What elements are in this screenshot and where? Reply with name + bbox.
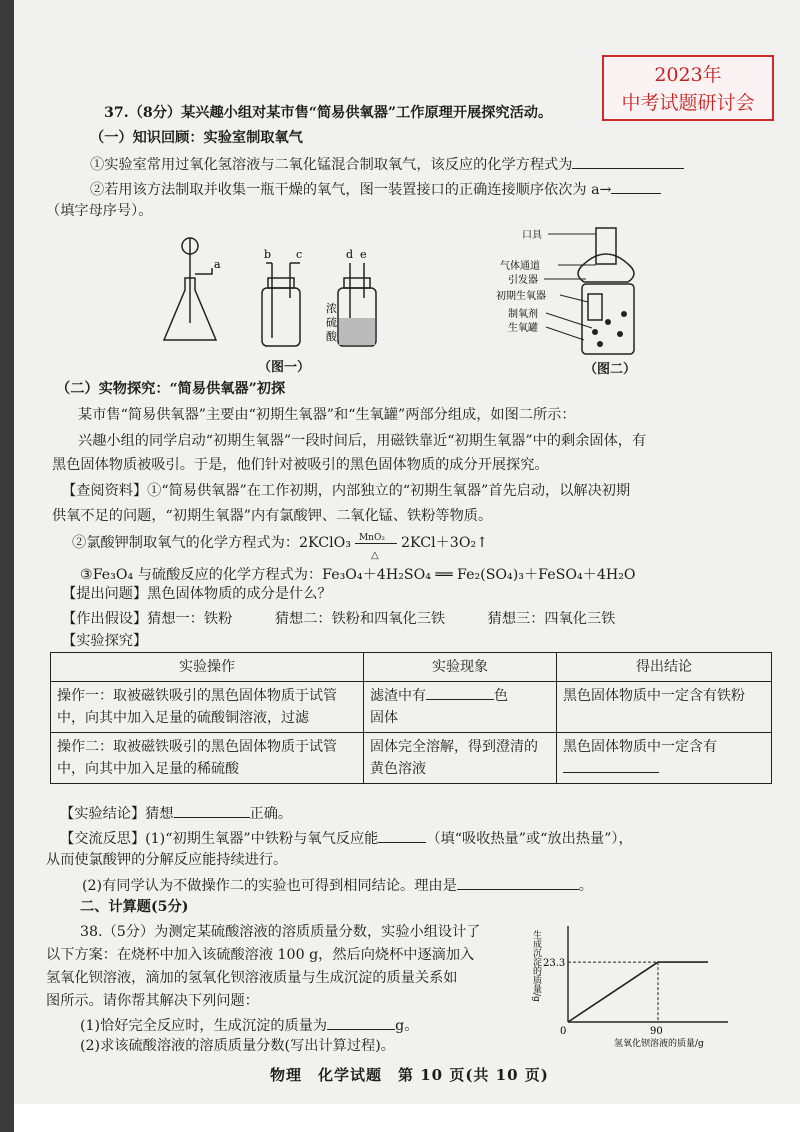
fig2-label-reagent: 制氧剂 <box>508 309 538 320</box>
conclusion-text: 黑色固体物质中一定含有 <box>563 739 717 755</box>
table-header: 实验现象 <box>364 653 557 682</box>
answer-blank[interactable] <box>378 828 426 843</box>
reflection-text: （填“吸收热量”或“放出热量”）， <box>426 831 633 847</box>
fig2-label-initial-generator: 初期生氧器 <box>496 291 546 302</box>
reflection-text: 【交流反思】(1)“初期生氧器”中铁粉与氧气反应能 <box>60 831 379 847</box>
x-axis-label: 氢氧化钡溶液的质量/g <box>614 1039 704 1049</box>
q37-p5b: 供氧不足的问题，“初期生氧器”内有氯酸钾、二氧化锰、铁粉等物质。 <box>52 508 493 524</box>
fig1-letter-a: a <box>214 258 221 271</box>
conclusion-suffix: 正确。 <box>249 806 293 822</box>
precipitate-chart <box>530 920 760 1055</box>
fig1-letter-b: b <box>264 248 272 261</box>
fig1-caption: （图一） <box>258 360 311 375</box>
q37-p5a: 【查阅资料】①“简易供氧器”在工作初期，内部独立的“初期生氧器”首先启动，以解决初期 <box>62 483 631 499</box>
x-tick-label: 90 <box>650 1026 663 1037</box>
fig1-letter-c: c <box>296 248 303 261</box>
table-cell <box>364 682 557 733</box>
q38-line: 氢氧化钡溶液，滴加的氢氧化钡溶液质量与生成沉淀的质量关系如 <box>46 970 458 986</box>
q37-p3: 某市售“简易供氧器”主要由“初期生氧器”和“生氧罐”两部分组成，如图二所示： <box>78 407 576 423</box>
heat-symbol: △ <box>370 549 379 561</box>
fig2-label-trigger: 引发器 <box>508 275 538 286</box>
answer-blank[interactable] <box>426 685 494 700</box>
answer-blank[interactable] <box>611 179 661 194</box>
part2-heading: （二）实物探究：“简易供氧器”初探 <box>56 381 286 397</box>
table-cell: 固体完全溶解，得到澄清的黄色溶液 <box>364 733 557 784</box>
q37-p8: 【提出问题】黑色固体物质的成分是什么？ <box>62 586 332 602</box>
reaction-arrow <box>351 532 401 561</box>
q38-sub1 <box>80 1015 418 1035</box>
fig2-label-gas-channel: 气体通道 <box>500 261 540 272</box>
table-cell <box>557 733 772 784</box>
q37-p2-text: ②若用该方法制取并收集一瓶干燥的氧气，图一装置接口的正确连接顺序依次为 a→ <box>90 182 612 198</box>
q37-p2b: （填字母序号）。 <box>46 203 153 219</box>
q38-sub1-unit: g。 <box>395 1018 419 1034</box>
series-line <box>568 962 708 1022</box>
phenomenon-text: 色 <box>494 688 508 704</box>
phenomenon-text: 滤渣中有 <box>370 688 426 704</box>
q37-p10: 【实验探究】 <box>62 633 148 649</box>
fig2-label-mouthpiece: 口具 <box>522 230 542 241</box>
q38-sub1-text: (1)恰好完全反应时，生成沉淀的质量为 <box>80 1018 328 1034</box>
phenomenon-text: 固体 <box>370 710 398 726</box>
table-header: 得出结论 <box>557 653 772 682</box>
part1-heading: （一）知识回顾：实验室制取氧气 <box>90 130 303 146</box>
q37-p4b: 黑色固体物质被吸引。于是，他们针对被吸引的黑色固体物质的成分开展探究。 <box>52 457 549 473</box>
section-heading: 二、计算题(5分) <box>80 899 189 915</box>
table-header-row <box>51 653 772 682</box>
acid-bottle <box>338 263 376 346</box>
origin-label: 0 <box>560 1026 567 1037</box>
q38-sub2: (2)求该硫酸溶液的溶质质量分数(写出计算过程)。 <box>80 1038 395 1054</box>
fig1-letter-e: e <box>360 248 367 261</box>
q38-line: 图所示。请你帮其解决下列问题： <box>46 993 259 1009</box>
fig2-caption: （图二） <box>584 362 637 377</box>
q37-p12c: 从而使氯酸钾的分解反应能持续进行。 <box>46 852 288 868</box>
q38-line: 38.（5分）为测定某硫酸溶液的溶质质量分数，实验小组设计了 <box>80 924 481 940</box>
answer-blank[interactable] <box>572 154 684 169</box>
catalyst-label: MnO₂ <box>358 532 385 543</box>
q37-p2 <box>90 179 661 199</box>
table-row <box>51 733 772 784</box>
answer-blank[interactable] <box>457 875 579 890</box>
q37-p1 <box>90 154 684 174</box>
acid-label: 硫 <box>326 316 337 329</box>
flask-apparatus <box>164 238 216 340</box>
q37-p9: 【作出假设】猜想一：铁粉 猜想二：铁粉和四氧化三铁 猜想三：四氧化三铁 <box>62 611 616 627</box>
table-header: 实验操作 <box>51 653 364 682</box>
acid-label: 酸 <box>326 330 337 343</box>
y-tick-label: 23.3 <box>543 958 566 970</box>
q37-p7: ③Fe₃O₄ 与硫酸反应的化学方程式为：Fe₃O₄＋4H₂SO₄ ══ Fe₂(SO₄)₃＋FeSO₄＋4H₂O <box>80 567 636 583</box>
answer-blank[interactable] <box>563 758 659 773</box>
q37-p6 <box>72 532 489 561</box>
page-footer: 物理 化学试题 第 10 页(共 10 页) <box>270 1066 549 1084</box>
equation-rhs: 2KCl＋3O₂↑ <box>400 535 489 551</box>
table-cell: 操作一：取被磁铁吸引的黑色固体物质于试管中，向其中加入足量的硫酸铜溶液，过滤 <box>51 682 364 733</box>
stamp <box>602 55 774 121</box>
acid-label: 浓 <box>326 302 337 315</box>
figure-one <box>150 228 380 358</box>
figure-two <box>496 222 660 362</box>
q37-p13: (2)有同学认为不做操作二的实验也可得到相同结论。理由是 。 <box>82 875 593 895</box>
q37-p4a: 兴趣小组的同学启动“初期生氧器”一段时间后，用磁铁靠近“初期生氧器”中的剩余固体，有 <box>78 433 647 449</box>
q37-title: 37.（8分）某兴趣小组对某市售“简易供氧器”工作原理开展探究活动。 <box>104 105 553 121</box>
q38-line: 以下方案：在烧杯中加入该硫酸溶液 100 g，然后向烧杯中逐滴加入 <box>46 947 475 963</box>
stamp-title: 中考试题研讨会 <box>621 92 755 114</box>
reflection-text: (2)有同学认为不做操作二的实验也可得到相同结论。理由是 <box>82 878 457 894</box>
conclusion-label: 【实验结论】猜想 <box>60 806 174 822</box>
q37-p12 <box>60 828 633 848</box>
stamp-year: 2023年 <box>654 64 722 86</box>
q37-p11 <box>60 803 292 823</box>
table-cell: 操作二：取被磁铁吸引的黑色固体物质于试管中，向其中加入足量的稀硫酸 <box>51 733 364 784</box>
equation-lhs: ②氯酸钾制取氧气的化学方程式为：2KClO₃ <box>72 535 351 551</box>
q37-p1-text: ①实验室常用过氧化氢溶液与二氧化锰混合制取氧气，该反应的化学方程式为 <box>90 157 573 173</box>
table-row <box>51 682 772 733</box>
fig2-label-tank: 生氧罐 <box>508 323 538 334</box>
table-cell: 黑色固体物质中一定含有铁粉 <box>557 682 772 733</box>
empty-bottle <box>262 263 300 346</box>
answer-blank[interactable] <box>174 803 250 818</box>
experiment-table <box>50 652 772 784</box>
answer-blank[interactable] <box>327 1015 395 1030</box>
y-axis-label: 生成沉淀的质量/g <box>531 930 541 1002</box>
scan-edge <box>0 0 14 1132</box>
fig1-letter-d: d <box>346 248 354 261</box>
